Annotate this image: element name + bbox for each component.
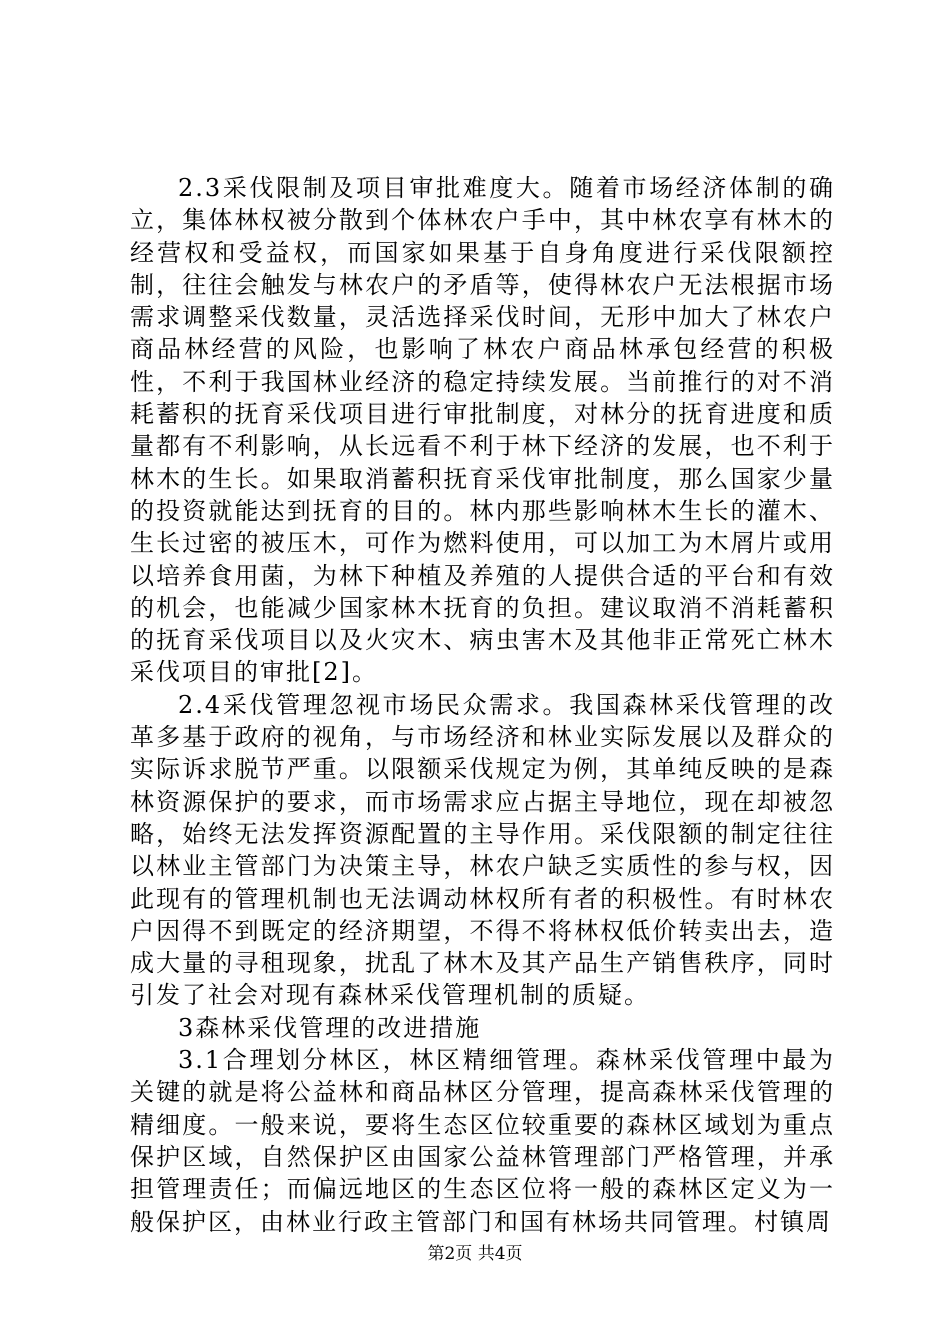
paragraph-2-4: 2.4采伐管理忽视市场民众需求。我国森林采伐管理的改革多基于政府的视角，与市场经济和林业实际发展以及群众的实际诉求脱节严重。以限额采伐规定为例，其单纯反映的是森林资源保护的要求，而市场需求应占据主导地位，现在却被忽略，始终无法发挥资源配置的主导作用。采伐限额的制定往往以林业主管部门为决策主导，林农户缺乏实质性的参与权，因此现有的管理机制也无法调动林权所有者的积极性。有时林农户因得不到既定的经济期望，不得不将林权低价转卖出去，造成大量的寻租现象，扰乱了林木及其产品生产销售秩序，同时引发了社会对现有森林采伐管理机制的质疑。 — [130, 690, 835, 1010]
section-heading-3: 3森林采伐管理的改进措施 — [178, 1013, 482, 1042]
paragraph-2-3: 2.3采伐限制及项目审批难度大。随着市场经济体制的确立，集体林权被分散到个体林农户手中，其中林农享有林木的经营权和受益权，而国家如果基于自身角度进行采伐限额控制，往往会触发与林农户的矛盾等，使得林农户无法根据市场需求调整采伐数量，灵活选择采伐时间，无形中加大了林农户商品林经营的风险，也影响了林农户商品林承包经营的积极性，不利于我国林业经济的稳定持续发展。当前推行的对不消耗蓄积的抚育采伐项目进行审批制度，对林分的抚育进度和质量都有不利影响，从长远看不利于林下经济的发展，也不利于林木的生长。如果取消蓄积抚育采伐审批制度，那么国家少量的投资就能达到抚育的目的。林内那些影响林木生长的灌木、生长过密的被压木，可作为燃料使用，可以加工为木屑片或用以培养食用菌，为林下种植及养殖的人提供合适的平台和有效的机会，也能减少国家林木抚育的负担。建议取消不消耗蓄积的抚育采伐项目以及火灾木、病虫害木及其他非正常死亡林木采伐项目的审批[2]。 — [130, 174, 835, 687]
page-footer: 第2页 共4页 — [427, 1244, 523, 1264]
document-body — [130, 172, 835, 1238]
paragraph-3-1: 3.1合理划分林区，林区精细管理。森林采伐管理中最为关键的就是将公益林和商品林区分管理，提高森林采伐管理的精细度。一般来说，要将生态区位较重要的森林区域划为重点保护区域，自然保护区由国家公益林管理部门严格管理，并承担管理责任；而偏远地区的生态区位将一般的森林区定义为一般保护区，由林业行政主管部门和国有林场共同管理。村镇周 — [130, 1046, 835, 1236]
